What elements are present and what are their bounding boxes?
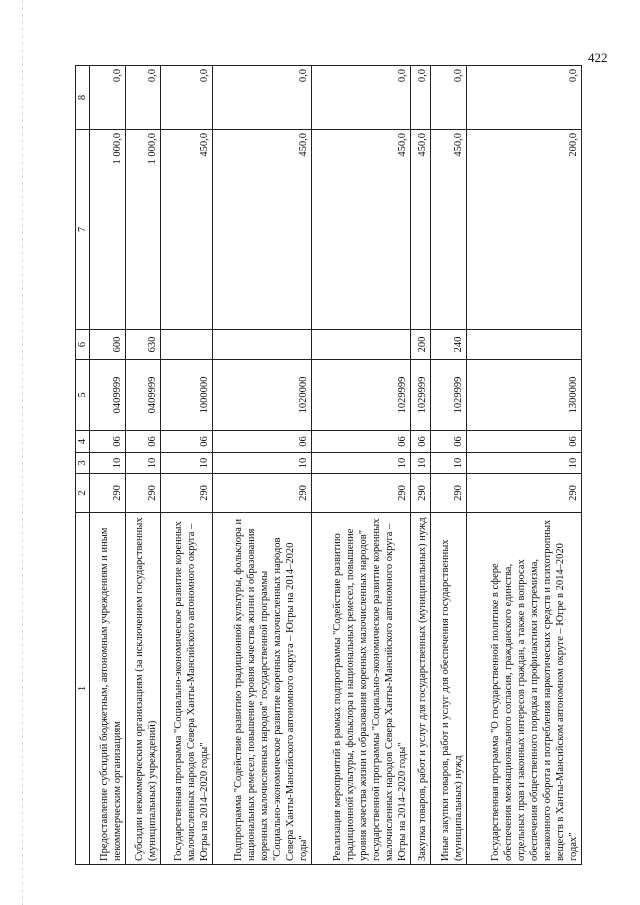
row-name-cell: Государственная программа "О государственной политике в сфере обеспечения межнационального согласия, гражданского единства, отдельных прав и законных интересов граждан, а также в вопросах обеспечения общественного порядка и профилактики экстремизма, незаконного оборота и потребления наркотических средств и психотропных веществ в Ханты-Мансийском автономном округе – Югре в 2014–2020 годах" (466, 513, 581, 865)
amount-cell-2: 0,0 (161, 66, 213, 130)
row-name-cell: Предоставление субсидий бюджетным, автономным учреждениям и иным некоммерческим организациям (90, 513, 126, 865)
target-article-cell: 1029999 (411, 360, 431, 431)
rotated-table-frame (75, 66, 582, 865)
scan-edge (22, 0, 23, 905)
header-cell: 1 (76, 513, 90, 865)
row-name-cell: Иные закупки товаров, работ и услуг для обеспечения государственных (муниципальных) нужд (431, 513, 467, 865)
target-article-cell: 0409999 (90, 360, 126, 431)
subsection-cell: 06 (466, 431, 581, 453)
amount-cell: 1 000,0 (90, 130, 126, 330)
amount-cell: 450,0 (312, 130, 411, 330)
code-cell: 290 (312, 474, 411, 513)
header-cell: 8 (76, 66, 90, 130)
header-cell: 7 (76, 130, 90, 330)
amount-cell: 200,0 (466, 130, 581, 330)
header-cell: 5 (76, 360, 90, 431)
amount-cell-2: 0,0 (90, 66, 126, 130)
expense-type-cell: 600 (90, 330, 126, 360)
expense-type-cell (161, 330, 213, 360)
table-row (212, 66, 311, 865)
header-cell: 2 (76, 474, 90, 513)
subsection-cell: 06 (90, 431, 126, 453)
subsection-cell: 06 (411, 431, 431, 453)
target-article-cell: 1029999 (431, 360, 467, 431)
subsection-cell: 06 (431, 431, 467, 453)
table-row (312, 66, 411, 865)
amount-cell: 1 000,0 (125, 130, 161, 330)
expense-type-cell: 630 (125, 330, 161, 360)
target-article-cell: 1000000 (161, 360, 213, 431)
amount-cell-2: 0,0 (466, 66, 581, 130)
section-cell: 10 (312, 453, 411, 474)
table-container (75, 66, 582, 865)
table-row (90, 66, 126, 865)
row-name-cell: Субсидии некоммерческим организациям (за исключением государственных (муниципальных) учреждений) (125, 513, 161, 865)
page-number: 422 (588, 50, 608, 65)
section-cell: 10 (431, 453, 467, 474)
target-article-cell: 1029999 (312, 360, 411, 431)
table-row (466, 66, 581, 865)
section-cell: 10 (90, 453, 126, 474)
amount-cell-2: 0,0 (431, 66, 467, 130)
section-cell: 10 (411, 453, 431, 474)
expense-type-cell: 240 (431, 330, 467, 360)
row-name-cell: Государственная программа "Социально-экономическое развитие коренных малочисленных народов Севера Ханты-Мансийского автономного округа – Югры на 2014–2020 годы" (161, 513, 213, 865)
target-article-cell: 0409999 (125, 360, 161, 431)
header-cell: 6 (76, 330, 90, 360)
subsection-cell: 06 (312, 431, 411, 453)
expense-type-cell (312, 330, 411, 360)
amount-cell-2: 0,0 (312, 66, 411, 130)
expense-type-cell (212, 330, 311, 360)
code-cell: 290 (431, 474, 467, 513)
row-name-cell: Реализация мероприятий в рамках подпрограммы "Содействие развитию традиционной культуры, фольклора и национальных ремесел, повышение уровня качества жизни и образования коренных малочисленных народов" государственной программы "Социально-экономическое развитие коренных малочисленных народов Севера Ханты-Мансийского автономного округа – Югры на 2014–2020 годы" (312, 513, 411, 865)
amount-cell: 450,0 (212, 130, 311, 330)
amount-cell-2: 0,0 (125, 66, 161, 130)
amount-cell: 450,0 (431, 130, 467, 330)
budget-table (75, 65, 582, 865)
subsection-cell: 06 (212, 431, 311, 453)
amount-cell: 450,0 (411, 130, 431, 330)
expense-type-cell: 200 (411, 330, 431, 360)
amount-cell-2: 0,0 (411, 66, 431, 130)
header-cell: 4 (76, 431, 90, 453)
code-cell: 290 (125, 474, 161, 513)
section-cell: 10 (125, 453, 161, 474)
code-cell: 290 (466, 474, 581, 513)
amount-cell: 450,0 (161, 130, 213, 330)
amount-cell-2: 0,0 (212, 66, 311, 130)
table-row (125, 66, 161, 865)
header-row (76, 66, 90, 865)
target-article-cell: 1020000 (212, 360, 311, 431)
subsection-cell: 06 (161, 431, 213, 453)
row-name-cell: Закупка товаров, работ и услуг для государственных (муниципальных) нужд (411, 513, 431, 865)
expense-type-cell (466, 330, 581, 360)
table-row (411, 66, 431, 865)
row-name-cell: Подпрограмма "Содействие развитию традиционной культуры, фольклора и национальных ремесел, повышение уровня качества жизни и образования коренных малочисленных народов" государственной программы "Социально-экономическое развитие коренных малочисленных народов Севера Ханты-Мансийского автономного округа – Югры на 2014–2020 годы" (212, 513, 311, 865)
section-cell: 10 (466, 453, 581, 474)
table-row (431, 66, 467, 865)
table-row (161, 66, 213, 865)
section-cell: 10 (161, 453, 213, 474)
code-cell: 290 (212, 474, 311, 513)
code-cell: 290 (411, 474, 431, 513)
target-article-cell: 1300000 (466, 360, 581, 431)
code-cell: 290 (90, 474, 126, 513)
section-cell: 10 (212, 453, 311, 474)
code-cell: 290 (161, 474, 213, 513)
header-cell: 3 (76, 453, 90, 474)
subsection-cell: 06 (125, 431, 161, 453)
